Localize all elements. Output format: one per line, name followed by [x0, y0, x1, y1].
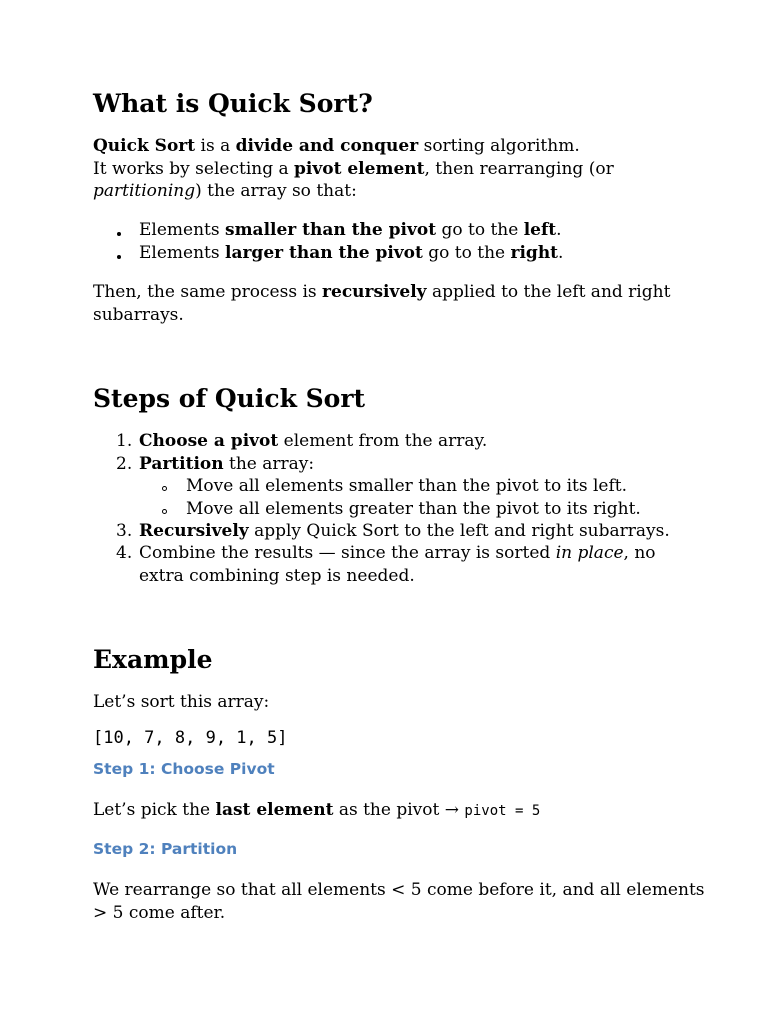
- step-number: 3.: [116, 521, 133, 541]
- text-line: > 5 come after.: [93, 902, 226, 923]
- text-fragment: element from the array.: [278, 431, 488, 451]
- text-fragment: as the pivot: [333, 800, 445, 820]
- term-quick-sort: Quick Sort: [93, 136, 196, 156]
- text-fragment: , no: [623, 543, 656, 563]
- text-fragment: applied to the left and right: [426, 282, 671, 302]
- bullet-item-smaller: [139, 219, 562, 242]
- term-partitioning: partitioning: [93, 181, 196, 202]
- term-pivot-element: pivot element: [294, 158, 425, 179]
- text-fragment: larger than the pivot: [225, 243, 423, 263]
- bullet-marker: [117, 255, 121, 259]
- arrow-icon: →: [444, 800, 459, 820]
- term-divide-and-conquer: divide and conquer: [235, 136, 419, 156]
- step1-paragraph: [93, 799, 540, 823]
- text-line: We rearrange so that all elements < 5 come before it, and all elements: [93, 880, 705, 900]
- step-number: 4.: [116, 543, 133, 563]
- text-fragment: Recursively: [139, 521, 249, 541]
- intro-line-2: [93, 158, 693, 181]
- step-number: 2.: [116, 454, 133, 474]
- step-item-4-continued: extra combining step is needed.: [139, 566, 415, 586]
- text-fragment: smaller than the pivot: [225, 220, 437, 240]
- text-fragment: Let’s pick the: [93, 800, 216, 820]
- step-item-4: [139, 542, 656, 565]
- sub-bullet-marker: [162, 509, 167, 514]
- text-fragment: go to the: [422, 243, 511, 263]
- text-fragment: It works by selecting a: [93, 158, 295, 179]
- step-item-1: [139, 430, 487, 453]
- heading-what-is-quick-sort: What is Quick Sort?: [93, 89, 373, 118]
- text-fragment: left: [523, 220, 557, 240]
- example-intro: Let’s sort this array:: [93, 692, 270, 712]
- heading-example: Example: [93, 645, 213, 674]
- text-fragment: Then, the same process is: [93, 282, 323, 302]
- text-fragment: Combine the results — since the array is sorted: [139, 543, 556, 563]
- heading-step-1: Step 1: Choose Pivot: [93, 760, 275, 778]
- text-fragment: right: [510, 243, 559, 263]
- text-fragment: is a: [195, 136, 236, 156]
- term-recursively: recursively: [322, 282, 427, 302]
- text-fragment: ) the array so that:: [195, 181, 357, 202]
- text-fragment: apply Quick Sort to the left and right subarrays.: [248, 521, 670, 541]
- text-fragment: , then rearranging (or: [424, 158, 614, 179]
- text-fragment: .: [556, 220, 562, 240]
- heading-steps: Steps of Quick Sort: [93, 384, 366, 413]
- step-number: 1.: [116, 431, 133, 451]
- bullet-item-larger: [139, 242, 563, 265]
- sub-item-move-smaller: Move all elements smaller than the pivot to its left.: [186, 476, 628, 496]
- text-fragment: sorting algorithm.: [418, 136, 580, 156]
- text-fragment: .: [558, 243, 564, 263]
- sub-bullet-marker: [162, 486, 167, 491]
- intro-paragraph: [93, 135, 693, 203]
- heading-step-2: Step 2: Partition: [93, 840, 238, 858]
- text-fragment: go to the: [436, 220, 524, 240]
- example-array-code: [10, 7, 8, 9, 1, 5]: [93, 728, 288, 748]
- text-fragment: Choose a pivot: [139, 431, 279, 451]
- text-fragment: in place: [555, 543, 624, 563]
- intro-line-3: [93, 180, 693, 203]
- recursion-paragraph: [93, 281, 693, 326]
- pivot-code: pivot = 5: [464, 803, 541, 819]
- intro-line-1: [93, 135, 693, 158]
- step-item-3: [139, 520, 670, 543]
- bullet-marker: [117, 232, 121, 236]
- text-line: [93, 281, 693, 304]
- term-last-element: last element: [215, 800, 334, 820]
- step-item-2: [139, 453, 314, 476]
- step2-paragraph: [93, 879, 705, 924]
- text-fragment: the array:: [223, 454, 315, 474]
- text-fragment: Elements: [139, 220, 225, 240]
- sub-item-move-greater: Move all elements greater than the pivot to its right.: [186, 499, 641, 519]
- text-fragment: Elements: [139, 243, 225, 263]
- text-fragment: Partition: [139, 454, 224, 474]
- text-line: subarrays.: [93, 304, 184, 325]
